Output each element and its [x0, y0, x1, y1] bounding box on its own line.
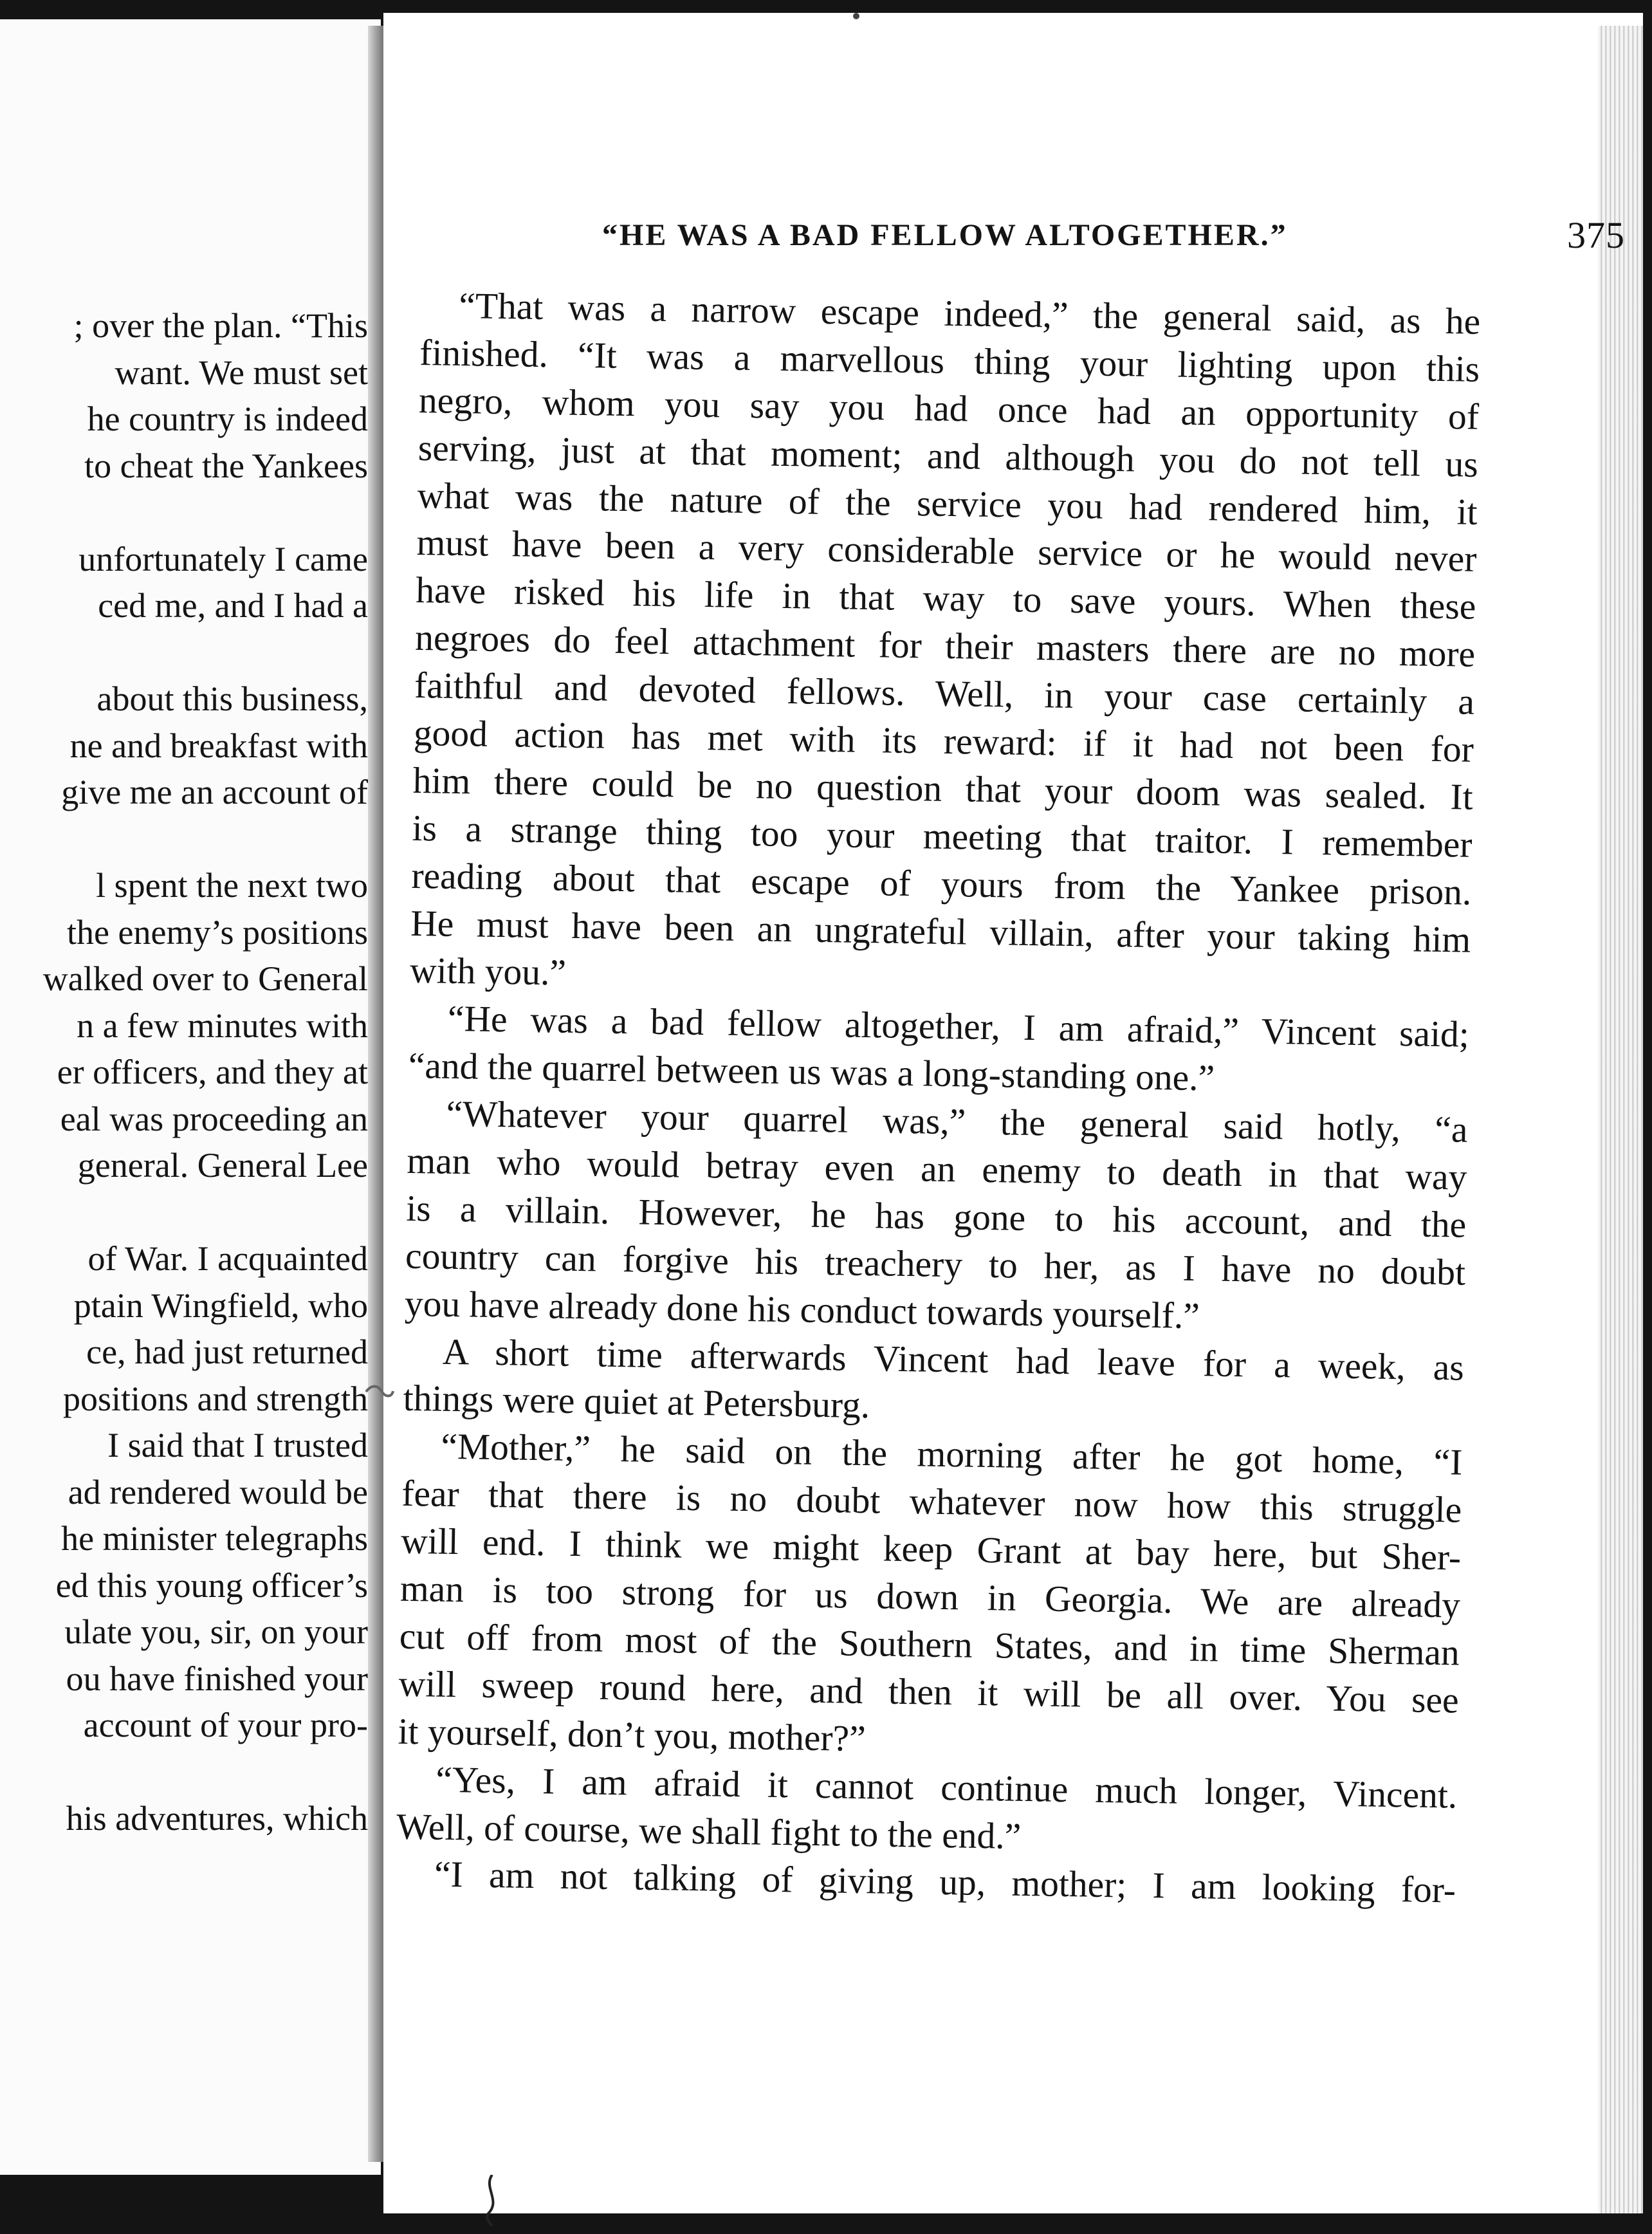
left-page-text [0, 302, 368, 1842]
body-line: “and the quarrel between us was a long-standing one.” [408, 1046, 1215, 1099]
body-line: things were quiet at Petersburg. [403, 1378, 870, 1426]
body-line: faithful and devoted fellows. Well, in your case certainly a [414, 665, 1475, 723]
left-page-line-text: eal was proceeding an [60, 1099, 368, 1138]
body-line: “Whatever your quarrel was,” the general said hotly, “a [446, 1093, 1468, 1150]
body-line: is a villain. However, he has gone to his account, and the [405, 1188, 1467, 1246]
left-page-line-text: positions and strength [63, 1379, 368, 1418]
left-page-line-text: ed this young officer’s [55, 1565, 368, 1605]
body-line: with you.” [409, 950, 567, 994]
left-page-line [0, 536, 368, 583]
left-page-line [0, 629, 368, 676]
body-line: cut off from most of the Southern States, and in time Sherman [399, 1616, 1460, 1674]
left-page-line [0, 1282, 368, 1329]
running-head-title: “HE WAS A BAD FELLOW ALTOGETHER.” [602, 218, 1288, 252]
body-line: will sweep round here, and then it will be all over. You see [398, 1663, 1460, 1721]
left-page-line [0, 1702, 368, 1749]
scan-speck [853, 13, 859, 19]
left-page-line-text: ne and breakfast with [69, 726, 368, 765]
left-page-line-text: the enemy’s positions [67, 912, 368, 952]
left-page-line [0, 349, 368, 396]
left-page-line-text: er officers, and they at [57, 1053, 368, 1091]
left-page-line-text: I said that I trusted [107, 1426, 368, 1464]
body-line: Well, of course, we shall fight to the end.” [396, 1806, 1022, 1857]
left-page-line-text: give me an account of [61, 773, 368, 811]
left-page-line [0, 1002, 368, 1049]
left-page-line [0, 1749, 368, 1796]
bookmark-thread-mark [479, 2175, 505, 2226]
body-line: A short time afterwards Vincent had leave for a week, as [442, 1331, 1465, 1389]
left-page-line [0, 1609, 368, 1656]
right-page [383, 13, 1643, 2213]
left-page-line-text: unfortunately I came [78, 539, 368, 578]
left-page-line [0, 676, 368, 723]
left-page-line [0, 302, 368, 349]
left-page-line-text: ; over the plan. “This [73, 306, 368, 345]
body-line: is a strange thing too your meeting that traitor. I remember [412, 808, 1473, 865]
left-page-line [0, 769, 368, 816]
left-page-line-text: ad rendered would be [68, 1472, 368, 1511]
body-line: good action has met with its reward: if it had not been for [413, 712, 1474, 770]
body-line: serving, just at that moment; and although you do not tell us [418, 427, 1479, 485]
left-page-line [0, 1329, 368, 1376]
body-line: will end. I think we might keep Grant at bay here, but Sher- [400, 1520, 1462, 1578]
body-line: him there could be no question that your doom was sealed. It [412, 760, 1474, 818]
body-line: “Yes, I am afraid it cannot continue much longer, Vincent. [435, 1759, 1458, 1816]
left-page-line [0, 723, 368, 770]
body-line: finished. “It was a marvellous thing your lighting upon this [419, 332, 1480, 390]
body-line: reading about that escape of yours from the Yankee prison. [411, 855, 1472, 913]
left-page-line [0, 1422, 368, 1469]
page-edges [1598, 26, 1643, 2213]
left-page [0, 19, 381, 2175]
left-page-line-text: n a few minutes with [77, 1006, 368, 1045]
left-page-line [0, 1562, 368, 1609]
body-line: you have already done his conduct towards yourself.” [404, 1283, 1200, 1336]
left-page-line-text: to cheat the Yankees [84, 446, 368, 485]
left-page-line [0, 582, 368, 629]
left-page-line-text: ulate you, sir, on your [64, 1612, 368, 1651]
body-line: have risked his life in that way to save yours. When these [415, 570, 1476, 628]
left-page-line-text: walked over to General [42, 959, 368, 998]
left-page-line-text: l spent the next two [96, 866, 368, 905]
left-page-line [0, 489, 368, 536]
body-line: man is too strong for us down in Georgia. We are already [399, 1568, 1461, 1626]
left-page-line [0, 955, 368, 1002]
left-page-line [0, 1142, 368, 1189]
left-page-line [0, 1235, 368, 1282]
body-line: “Mother,” he said on the morning after he got home, “I [441, 1426, 1463, 1484]
left-page-line [0, 1376, 368, 1423]
left-page-line-text: ptain Wingfield, who [73, 1286, 368, 1325]
left-page-line-text: ce, had just returned [86, 1333, 368, 1371]
body-line: “He was a bad fellow altogether, I am afraid,” Vincent said; [447, 999, 1470, 1056]
left-page-line [0, 862, 368, 909]
left-page-line [0, 1656, 368, 1703]
left-page-line [0, 1096, 368, 1143]
left-page-line [0, 1189, 368, 1236]
body-line: what was the nature of the service you had rendered him, it [417, 475, 1478, 533]
body-line: negro, whom you say you had once had an opportunity of [418, 380, 1480, 438]
left-page-line-text: about this business, [96, 679, 368, 718]
body-line: “I am not talking of giving up, mother; I am looking for- [434, 1854, 1456, 1911]
body-line: negroes do feel attachment for their masters there are no more [414, 618, 1476, 676]
body-line: man who would betray even an enemy to death in that way [407, 1140, 1467, 1198]
left-page-line-text: ced me, and I had a [98, 586, 368, 625]
left-page-line [0, 1515, 368, 1562]
left-page-line-text: general. General Lee [77, 1146, 368, 1185]
binding-clip-mark [363, 1382, 396, 1401]
left-page-line [0, 816, 368, 863]
left-page-line-text: account of your pro- [83, 1706, 368, 1744]
body-line: fear that there is no doubt whatever now how this struggle [401, 1473, 1462, 1531]
left-page-line [0, 443, 368, 490]
body-line: “That was a narrow escape indeed,” the general said, as he [458, 285, 1481, 342]
left-page-line-text: he country is indeed [87, 400, 368, 438]
left-page-line [0, 1469, 368, 1516]
body-line: He must have been an ungrateful villain, after your taking him [410, 903, 1471, 961]
left-page-line [0, 396, 368, 443]
left-page-line [0, 1795, 368, 1842]
left-page-line-text: of War. I acquainted [87, 1239, 368, 1278]
body-line: country can forgive his treachery to her, as I have no doubt [405, 1235, 1466, 1293]
page-number: 375 [1567, 214, 1625, 256]
left-page-line-text: his adventures, which [66, 1799, 368, 1838]
body-line: it yourself, don’t you, mother?” [398, 1711, 867, 1759]
left-page-line-text: want. We must set [115, 353, 368, 392]
body-text [396, 282, 1481, 1915]
body-line: must have been a very considerable service or he would never [416, 522, 1477, 580]
left-page-line [0, 1049, 368, 1096]
left-page-line [0, 909, 368, 956]
left-page-line-text: ou have finished your [66, 1659, 368, 1698]
left-page-line-text: he minister telegraphs [61, 1519, 368, 1558]
